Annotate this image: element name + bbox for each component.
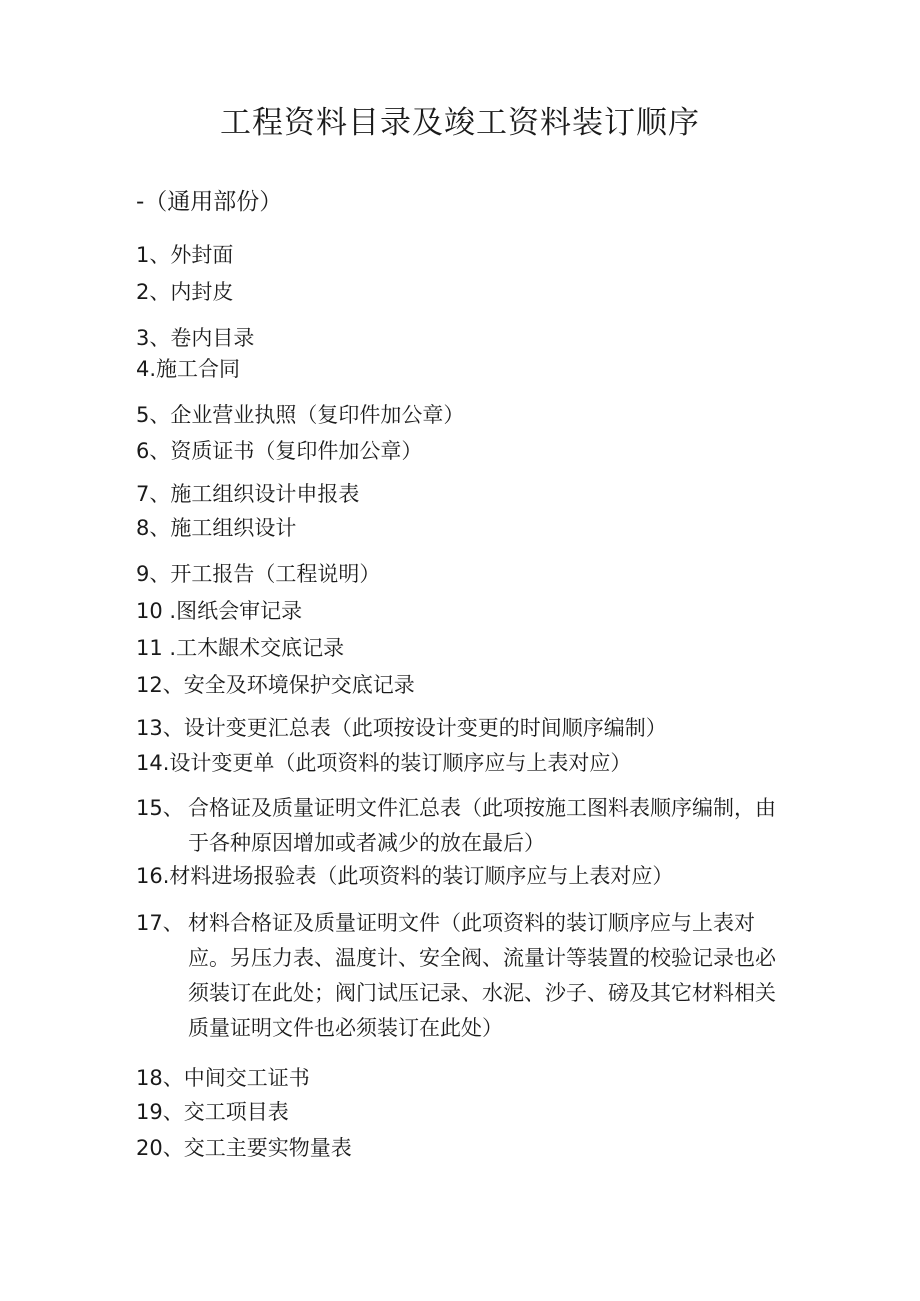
item-number: 6、	[136, 439, 171, 463]
item-text: 工木龈术交底记录	[176, 636, 345, 660]
item-text: 卷内目录	[170, 326, 255, 350]
item-text: 交工主要实物量表	[183, 1136, 352, 1160]
list-item	[136, 1061, 796, 1096]
item-number: 16.	[136, 864, 170, 888]
item-text: 开工报告（工程说明）	[170, 562, 381, 586]
item-text: 图纸会审记录	[176, 599, 303, 623]
list-item	[136, 1131, 796, 1166]
list-item	[136, 352, 796, 387]
item-number: 5、	[136, 403, 171, 427]
list-item	[136, 859, 796, 894]
item-number: 11 .	[136, 636, 177, 660]
item-text: 内封皮	[170, 280, 234, 304]
item-text: 施工组织设计	[170, 516, 297, 540]
item-number: 7、	[136, 482, 171, 506]
item-number: 15、	[136, 796, 184, 820]
list-item	[136, 238, 796, 273]
item-number: 9、	[136, 562, 171, 586]
list-item	[136, 594, 796, 629]
item-text: 施工合同	[156, 357, 241, 381]
item-number: 10 .	[136, 599, 177, 623]
item-number: 1、	[136, 243, 171, 267]
item-number: 8、	[136, 516, 171, 540]
item-number: 12、	[136, 673, 184, 697]
item-number: 4.	[136, 357, 157, 381]
item-text: 企业营业执照（复印件加公章）	[170, 403, 465, 427]
item-text: 中间交工证书	[183, 1066, 310, 1090]
item-number: 3、	[136, 326, 171, 350]
list-item	[136, 275, 796, 310]
item-text: 外封面	[170, 243, 234, 267]
list-item	[136, 434, 796, 469]
item-number: 20、	[136, 1136, 184, 1160]
document-title: 工程资料目录及竣工资料装订顺序	[220, 105, 700, 141]
section-heading: -（通用部份）	[136, 189, 283, 215]
list-item	[136, 791, 796, 861]
item-text: 材料进场报验表（此项资料的装订顺序应与上表对应）	[169, 864, 674, 888]
item-text: 材料合格证及质量证明文件（此项资料的装订顺序应与上表对应。另压力表、温度计、安全阀、流量计等装置的校验记录也必须装订在此处；阀门试压记录、水泥、沙子、磅及其它材料相关质量证明文件也必须装订在此处）	[188, 911, 776, 1040]
item-number: 14.	[136, 751, 170, 775]
item-text: 施工组织设计申报表	[170, 482, 360, 506]
list-item	[136, 511, 796, 546]
item-text: 安全及环境保护交底记录	[183, 673, 415, 697]
list-item	[136, 398, 796, 433]
list-item	[136, 321, 796, 356]
item-text: 合格证及质量证明文件汇总表（此项按施工图料表顺序编制，由于各种原因增加或者减少的放在最后）	[188, 796, 776, 855]
item-number: 17、	[136, 911, 184, 935]
item-number: 18、	[136, 1066, 184, 1090]
list-item	[136, 477, 796, 512]
item-number: 19、	[136, 1100, 184, 1124]
list-item	[136, 906, 796, 1046]
list-item	[136, 668, 796, 703]
item-text: 设计变更单（此项资料的装订顺序应与上表对应）	[169, 751, 632, 775]
item-number: 13、	[136, 716, 184, 740]
list-item	[136, 746, 796, 781]
item-text: 设计变更汇总表（此项按设计变更的时间顺序编制）	[183, 716, 667, 740]
item-text: 资质证书（复印件加公章）	[170, 439, 423, 463]
item-text: 交工项目表	[183, 1100, 289, 1124]
item-number: 2、	[136, 280, 171, 304]
list-item	[136, 1095, 796, 1130]
list-item	[136, 557, 796, 592]
list-item	[136, 631, 796, 666]
list-item	[136, 711, 796, 746]
